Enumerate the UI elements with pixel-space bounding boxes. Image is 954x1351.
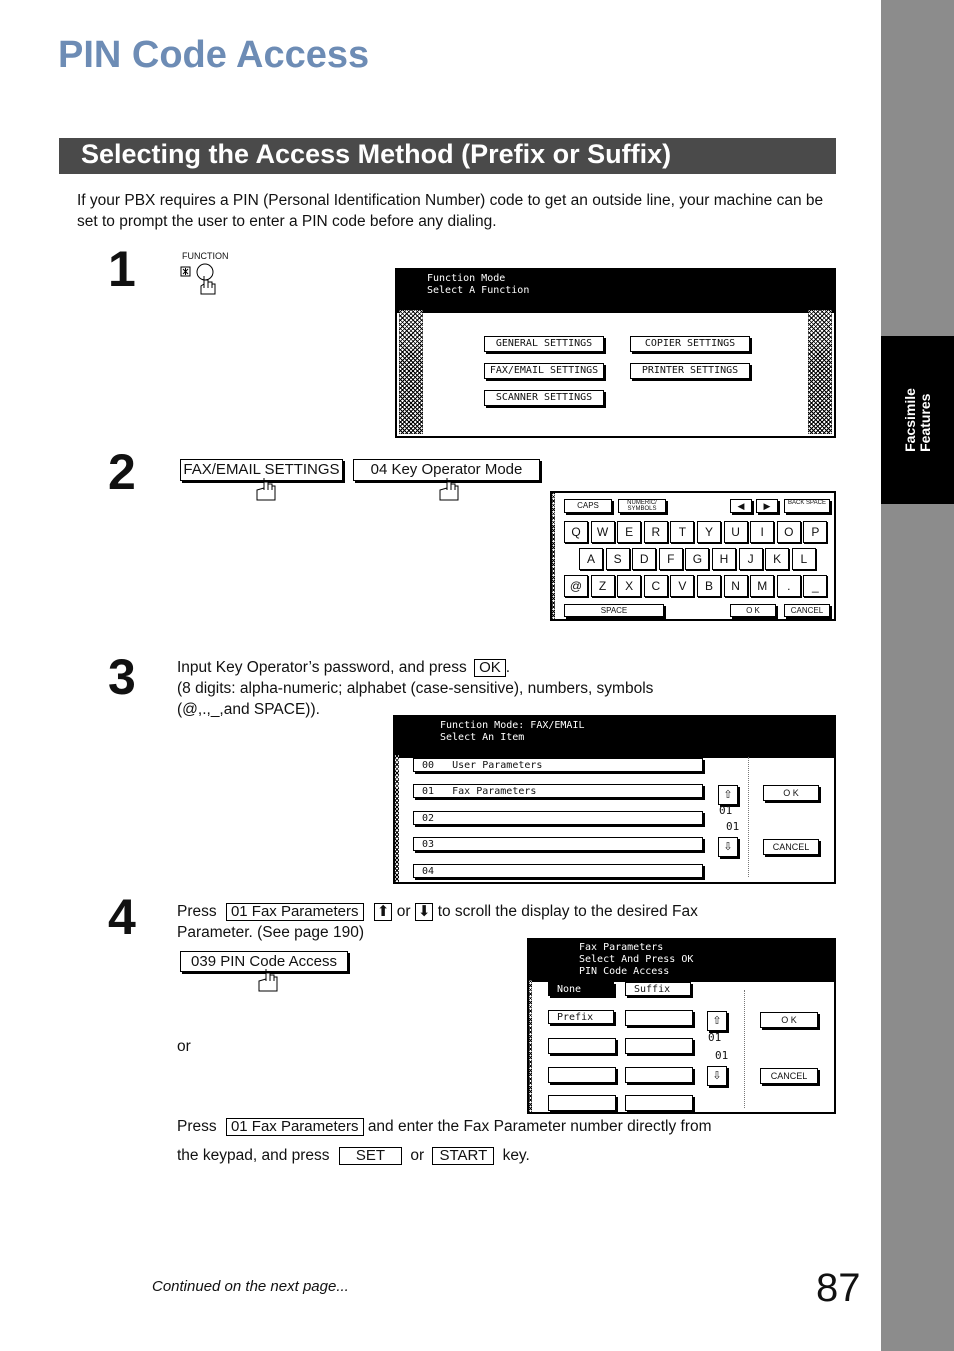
- screen-line-2: Select A Function: [427, 285, 530, 296]
- step3-line-2: (8 digits: alpha-numeric; alphabet (case-sensitive), numbers, symbols: [177, 680, 654, 697]
- step-number-2: 2: [108, 444, 136, 500]
- empty-option-button[interactable]: [548, 1038, 616, 1054]
- screen-line-1: Function Mode: FAX/EMAIL: [440, 720, 585, 731]
- set-key[interactable]: SET: [339, 1147, 402, 1165]
- screen-right-border: [808, 310, 832, 434]
- right-arrow-key[interactable]: ▶: [756, 499, 778, 513]
- row-number: 03: [422, 839, 435, 850]
- pin-code-access-key[interactable]: 039 PIN Code Access: [180, 951, 348, 972]
- fax-email-settings-key[interactable]: FAX/EMAIL SETTINGS: [180, 459, 343, 481]
- key-word: key.: [502, 1147, 530, 1164]
- screen-header: [395, 717, 834, 758]
- fax-email-settings-button[interactable]: FAX/EMAIL SETTINGS: [484, 363, 604, 379]
- page-number: 87: [816, 1266, 861, 1310]
- step-number-3: 3: [108, 649, 136, 705]
- screen-line-1: Fax Parameters: [579, 942, 664, 953]
- step4-line-2: Parameter. (See page 190): [177, 924, 364, 941]
- page-indicator-top: 01: [708, 1031, 722, 1044]
- keyboard-key[interactable]: B: [697, 575, 721, 597]
- keyboard-key[interactable]: K: [765, 548, 789, 570]
- row-label: Fax Parameters: [452, 786, 537, 797]
- option-none-button[interactable]: None: [548, 982, 614, 996]
- option-suffix-button[interactable]: Suffix: [625, 982, 691, 996]
- caps-key[interactable]: CAPS: [564, 499, 612, 513]
- keyboard-key[interactable]: Q: [564, 521, 588, 543]
- press-text: Press: [177, 903, 217, 920]
- screen-ok-button[interactable]: O K: [763, 785, 819, 801]
- item-row-04[interactable]: [413, 864, 703, 878]
- fax-parameters-key[interactable]: 01 Fax Parameters: [226, 1118, 364, 1136]
- screen-left-border: [529, 980, 532, 1112]
- keyboard-cancel-button[interactable]: CANCEL: [784, 604, 830, 617]
- keyboard-key[interactable]: _: [803, 575, 827, 597]
- keyboard-key[interactable]: N: [724, 575, 748, 597]
- row-number: 01: [422, 786, 435, 797]
- screen-line-1: Function Mode: [427, 273, 506, 284]
- keyboard-key[interactable]: L: [792, 548, 816, 570]
- empty-option-button[interactable]: [625, 1095, 693, 1111]
- scroll-up-arrow-icon[interactable]: ⇧: [707, 1011, 727, 1031]
- keyboard-key[interactable]: F: [659, 548, 683, 570]
- keyboard-key[interactable]: D: [632, 548, 656, 570]
- keyboard-key[interactable]: A: [579, 548, 603, 570]
- keyboard-key[interactable]: V: [670, 575, 694, 597]
- page-title: PIN Code Access: [58, 34, 370, 76]
- empty-option-button[interactable]: [548, 1067, 616, 1083]
- start-key[interactable]: START: [432, 1147, 494, 1165]
- direct-entry-text: and enter the Fax Parameter number directly from: [367, 1118, 712, 1135]
- keyboard-ok-button[interactable]: O K: [730, 604, 776, 617]
- screen-header: [397, 270, 834, 313]
- row-number: 02: [422, 813, 435, 824]
- ok-key[interactable]: OK: [474, 659, 506, 677]
- step4-line-1: [177, 901, 698, 922]
- keypad-text: the keypad, and press: [177, 1147, 330, 1164]
- numeric-symbols-key[interactable]: NUMERIC/ SYMBOLS: [618, 499, 666, 513]
- or-text: or: [396, 903, 411, 920]
- item-row-02[interactable]: [413, 811, 703, 825]
- keyboard-key[interactable]: X: [617, 575, 641, 597]
- tab-line-2: Features: [916, 393, 933, 452]
- scroll-up-arrow-icon[interactable]: ⇧: [718, 785, 738, 805]
- press-hand-icon: [254, 476, 282, 506]
- screen-cancel-button[interactable]: CANCEL: [763, 839, 819, 855]
- keyboard-key[interactable]: H: [712, 548, 736, 570]
- page-indicator-bottom: 01: [726, 820, 740, 833]
- keyboard-key[interactable]: .: [777, 575, 801, 597]
- scroll-down-arrow-icon[interactable]: ⇩: [707, 1066, 727, 1086]
- page-indicator-top: 01: [719, 804, 733, 817]
- printer-settings-button[interactable]: PRINTER SETTINGS: [630, 363, 750, 379]
- empty-option-button[interactable]: [625, 1010, 693, 1026]
- screen-divider: [744, 990, 745, 1108]
- screen-ok-button[interactable]: O K: [760, 1012, 818, 1028]
- keyboard-key[interactable]: C: [644, 575, 668, 597]
- step3-period: .: [505, 659, 511, 676]
- copier-settings-button[interactable]: COPIER SETTINGS: [630, 336, 750, 352]
- space-key[interactable]: SPACE: [564, 604, 664, 617]
- step4-bottom-line-1: [177, 1116, 712, 1137]
- tab-line-1: Facsimile: [901, 388, 918, 452]
- press-hand-icon: [256, 967, 284, 997]
- keyboard-key[interactable]: J: [739, 548, 763, 570]
- step3-instruction: Input Key Operator’s password, and press: [177, 659, 467, 676]
- function-key-label: FUNCTION: [182, 251, 229, 261]
- keyboard-key[interactable]: Y: [697, 521, 721, 543]
- keyboard-key[interactable]: S: [606, 548, 630, 570]
- row-number: 00: [422, 760, 435, 771]
- keyboard-key[interactable]: @: [564, 575, 588, 597]
- general-settings-button[interactable]: GENERAL SETTINGS: [484, 336, 604, 352]
- scroll-instruction: to scroll the display to the desired Fax: [437, 903, 698, 920]
- keyboard-key[interactable]: W: [591, 521, 615, 543]
- section-tab-label: [881, 336, 954, 504]
- screen-left-border: [399, 310, 423, 434]
- step-number-4: 4: [108, 889, 136, 945]
- screen-line-2: Select And Press OK: [579, 954, 694, 965]
- fax-parameters-key[interactable]: 01 Fax Parameters: [226, 903, 364, 921]
- side-margin-bar: [881, 0, 954, 1351]
- key-operator-mode-key[interactable]: 04 Key Operator Mode: [353, 459, 540, 481]
- or-separator: or: [177, 1038, 191, 1055]
- press-hand-icon: [437, 476, 465, 506]
- screen-line-2: Select An Item: [440, 732, 525, 743]
- keyboard-key[interactable]: E: [617, 521, 641, 543]
- function-key-icon[interactable]: [178, 262, 228, 302]
- left-arrow-key[interactable]: ◀: [730, 499, 752, 513]
- screen-divider: [748, 757, 749, 877]
- section-heading: Selecting the Access Method (Prefix or Suffix): [81, 139, 672, 169]
- scroll-up-key-icon[interactable]: ⬆: [374, 903, 393, 921]
- empty-option-button[interactable]: [625, 1038, 693, 1054]
- keyboard-key[interactable]: O: [777, 521, 801, 543]
- row-number: 04: [422, 866, 435, 877]
- step4-bottom-line-2: [177, 1145, 530, 1166]
- item-row-01[interactable]: [413, 784, 703, 798]
- keyboard-key[interactable]: P: [803, 521, 827, 543]
- option-prefix-button[interactable]: Prefix: [548, 1010, 614, 1024]
- section-heading-bar: [59, 138, 836, 174]
- keyboard-key[interactable]: Z: [591, 575, 615, 597]
- function-mode-screen: [395, 268, 836, 438]
- page-indicator-bottom: 01: [715, 1049, 729, 1062]
- step3-line-3: (@,.,_,and SPACE)).: [177, 701, 320, 718]
- scroll-down-key-icon[interactable]: ⬇: [415, 903, 434, 921]
- step3-line-1: [177, 657, 510, 678]
- screen-header: [529, 940, 834, 982]
- step-number-1: 1: [108, 241, 136, 297]
- fax-email-item-screen: [393, 715, 836, 884]
- screen-left-border: [395, 755, 399, 882]
- backspace-key[interactable]: BACK SPACE: [784, 499, 830, 513]
- empty-option-button[interactable]: [625, 1067, 693, 1083]
- press-text: Press: [177, 1118, 217, 1135]
- scroll-down-arrow-icon[interactable]: ⇩: [718, 837, 738, 857]
- keyboard-key[interactable]: M: [750, 575, 774, 597]
- keyboard-left-border: [552, 493, 555, 619]
- scanner-settings-button[interactable]: SCANNER SETTINGS: [484, 390, 604, 406]
- screen-line-3: PIN Code Access: [579, 966, 670, 977]
- item-row-03[interactable]: [413, 837, 703, 851]
- pin-code-access-screen: [527, 938, 836, 1114]
- keyboard-key[interactable]: T: [670, 521, 694, 543]
- keyboard-key[interactable]: R: [644, 521, 668, 543]
- keyboard-key[interactable]: I: [750, 521, 774, 543]
- keyboard-screen: [550, 491, 836, 621]
- intro-paragraph: If your PBX requires a PIN (Personal Identification Number) code to get an outside line, your machine can be set to prompt the user to enter a PIN code before any dialing.: [77, 192, 824, 230]
- continued-note: Continued on the next page...: [152, 1278, 349, 1295]
- empty-option-button[interactable]: [548, 1095, 616, 1111]
- screen-cancel-button[interactable]: CANCEL: [760, 1068, 818, 1084]
- or-text: or: [410, 1147, 425, 1164]
- keyboard-key[interactable]: U: [724, 521, 748, 543]
- item-row-00[interactable]: [413, 758, 703, 772]
- keyboard-key[interactable]: G: [685, 548, 709, 570]
- row-label: User Parameters: [452, 760, 543, 771]
